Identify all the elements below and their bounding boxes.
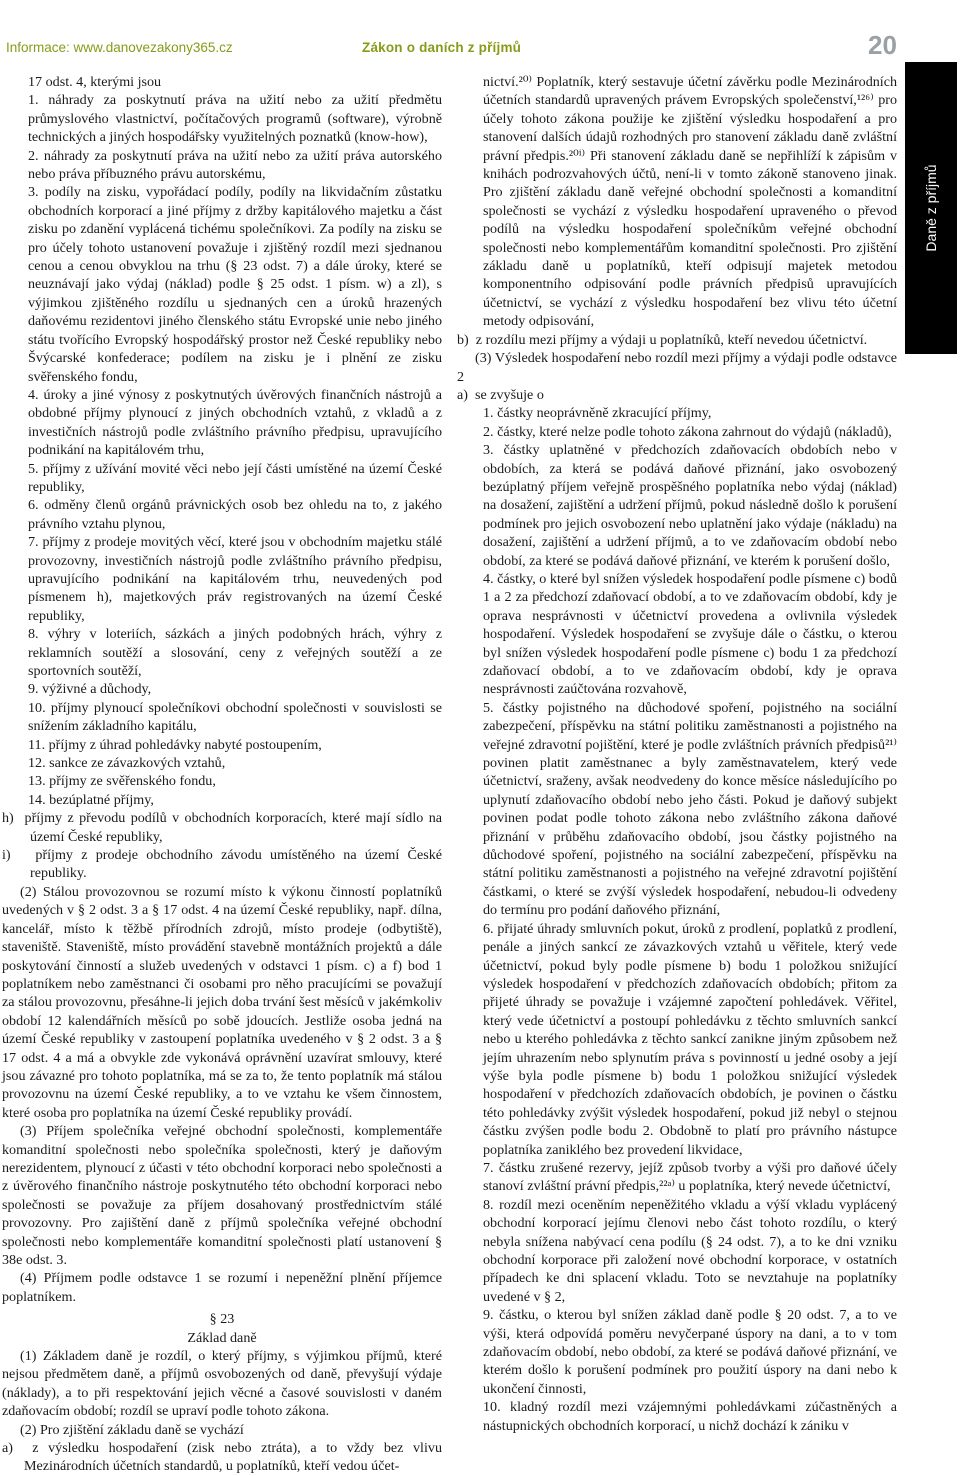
paragraph: 12. sankce ze závazkových vztahů, xyxy=(28,755,226,772)
paragraph: h) příjmy z převodu podílů v obchodních korporacích, které mají sídlo na území České republiky, xyxy=(2,810,442,845)
paragraph: 10. kladný rozdíl mezi vzájemnými pohledávkami zúčastněných a nástupnických obchodních korporací, u nichž dochází k zániku v xyxy=(483,1399,897,1434)
paragraph: 5. příjmy z užívání movité věci nebo její části umístěné na území České republiky, xyxy=(28,460,442,495)
paragraph: (2) Pro zjištění základu daně se vychází xyxy=(20,1421,244,1438)
section-heading: § 23 xyxy=(209,1311,235,1328)
paragraph: 7. příjmy z prodeje movitých věcí, které jsou v obchodním majetku stálé provozovny, investičních nástrojů podle zvláštního právního předpisu, upravujícího podnikání na kapitálovém trhu, neuvedených pod písmenem h), majetkových práv registrovaných na území České republiky, xyxy=(28,534,442,624)
paragraph: 3. částky uplatněné v předchozích zdaňovacích obdobích nebo v obdobích, za která se podává daňové přiznání, jako osvobozený bezúplatný příjem veřejně prospěšného poplatníka nebo výdaj (náklad) na dosažení, zajištění a udržení příjmů, pokud následně došlo k porušení podmínek pro jejich osvobození nebo uplatnění jako výdaje (nákladu) na dosažení, zajištění a udržení příjmů, a to ve zdaňovacím období nebo období, za které se podává daňové přiznání, ve kterém k porušení došlo, xyxy=(483,442,897,569)
page-header xyxy=(0,30,960,62)
paragraph: 1. náhrady za poskytnutí práva na užití nebo za užití předmětu průmyslového vlastnictví, počítačových programů (software), výrobně technických a jiných hospodářsky využitelných poznatků (know-how), xyxy=(28,92,442,146)
paragraph: 2. částky, které nelze podle tohoto zákona zahrnout do výdajů (nákladů), xyxy=(483,423,892,440)
side-tab-label: Daně z příjmů xyxy=(923,164,939,252)
paragraph: 17 odst. 4, kterými jsou xyxy=(28,74,162,90)
source-link[interactable]: Informace: www.danovezakony365.cz xyxy=(6,40,233,55)
paragraph: 14. bezúplatné příjmy, xyxy=(28,791,154,808)
paragraph: 6. přijaté úhrady smluvních pokut, úroků z prodlení, poplatků z prodlení, penále a jiných sankcí ze závazkových vztahů u věřitele, který vede účetnictví, pokud byly podle písmene b) bodu 1 položkou snižující výsledek hospodaření v předchozích zdaňovacích obdobích; přitom za přijeté úhrady se považuje i vzájemné započtení pohledávek. Věřitel, který vede účetnictví a postoupí pohledávku z těchto smluvních sankcí nebo u kterého pohledávka z těchto sankcí zanikne jiným způsobem než jejím uhrazením nebo splynutím práva s povinností u jedné osoby a její výše byla podle písmene b) bodu 1 položkou snižující výsledek hospodaření v předchozích zdaňovacích obdobích, je povinen o částku této pohledávky zvýšit výsledek hospodaření, pokud již nebyl o stejnou částku zvýšen podle bodu 2. Obdobně to platí pro právního nástupce poplatníka zaniklého bez provedení likvidace, xyxy=(483,920,897,1158)
paragraph: (4) Příjmem podle odstavce 1 se rozumí i nepeněžní plnění příjemce poplatníkem. xyxy=(2,1270,442,1305)
paragraph: 4. úroky a jiné výnosy z poskytnutých úvěrových finančních nástrojů a obdobné příjmy plynoucí z jiných obchodních vztahů, z vkladů a z investičních nástrojů podle zvláštního právního předpisu, upravujícího podnikání na kapitálovém trhu, xyxy=(28,386,442,459)
paragraph: i) příjmy z prodeje obchodního závodu umístěného na území České republiky. xyxy=(2,847,442,882)
paragraph: 5. částky pojistného na důchodové spoření, pojistného na sociální zabezpečení, příspěvku na státní politiku zaměstnanosti a pojistného na veřejné zdravotní pojištění, které je podle zvláštních právních předpisů²¹⁾ povinen platit zaměstnanec a byly zaměstnavatelem, který vede účetnictví, sraženy, avšak neodvedeny do konce měsíce následujícího po uplynutí zdaňovacího období nebo jeho části. Pokud je daňový subjekt povinen podat podle tohoto zákona nebo zvláštního zákona daňové přiznání v průběhu zdaňovacího období, jsou částky pojistného na důchodové spoření, pojistného na sociální zabezpečení, příspěvku na státní politiku zaměstnanosti a pojistného na veřejné zdravotní pojištění částkami, o které se zvýší výsledek hospodaření, nebudou-li odvedeny do termínu pro podání daňového přiznání, xyxy=(483,699,897,919)
page-number: 20 xyxy=(868,30,897,60)
paragraph: b) z rozdílu mezi příjmy a výdaji u poplatníků, kteří nevedou účetnictví. xyxy=(457,331,868,348)
paragraph: 6. odměny členů orgánů právnických osob bez ohledu na to, z jakého právního vztahu plynou, xyxy=(28,497,442,532)
paragraph: 8. rozdíl mezi oceněním nepeněžitého vkladu a výší vkladu vyplácený obchodní korporací jejímu členovi nebo část tohoto rozdílu, o který nebyla snížena nabývací cena podílu (§ 24 odst. 7), a to ke dni vzniku obchodní korporace při založení nové obchodní korporace, v ostatních případech ke dni splacení vkladu. Toto se nevztahuje na poplatníky uvedené v § 2, xyxy=(483,1196,897,1305)
paragraph: 2. náhrady za poskytnutí práva na užití nebo za užití práva autorského nebo práva příbuzného právu autorskému, xyxy=(28,147,442,183)
paragraph: 11. příjmy z úhrad pohledávky nabyté postoupením, xyxy=(28,736,322,753)
paragraph: (3) Příjem společníka veřejné obchodní společnosti, komplementáře komanditní společnosti nebo společníka společnosti, který je daňovým nerezidentem, plynoucí z účasti v této obchodní korporaci nebo společnosti a z úvěrového finančního nástroje poskytnutého této obchodní korporaci nebo společnosti se považuje za příjem dosahovaný prostřednictvím stálé provozovny. Pro zajištění daně z příjmů společníka veřejné obchodní společnosti nebo komplementáře komanditní společnosti platí ustanovení § 38e odst. 3. xyxy=(2,1123,442,1268)
left-text-column xyxy=(2,73,442,1476)
section-heading: Základ daně xyxy=(187,1329,257,1346)
paragraph: 3. podíly na zisku, vypořádací podíly, podíly na likvidačním zůstatku obchodních korporací a jiné příjmy z držby kapitálového majetku a část zisku po zdanění vyplácená tichému společníkovi. Za podíly na zisku se pro účely tohoto ustanovení považuje i zjištěný rozdíl mezi sjednanou cenou a cenou obvyklou na trhu (§ 23 odst. 7) a dále úroky, které se neuznávají jako výdaj (náklad) podle § 25 odst. 1 písm. w) a zl), s výjimkou zjištěného rozdílu u sjednaných cen a úroků hrazených daňovému rezidentovi jiného členského státu Evropské unie nebo jiného státu tvořícího Evropský hospodářský prostor než České republiky nebo Švýcarské konfederace; podílem na zisku je i plnění ze zisku svěřenského fondu, xyxy=(28,184,442,385)
paragraph: nictví.²⁰⁾ Poplatník, který sestavuje účetní závěrku podle Mezinárodních účetních standardů upravených právem Evropských společenství,¹²⁶⁾ pro účely tohoto zákona použije ke zjištění výsledku hospodaření a pro stanovení dalších údajů rozhodných pro stanovení základu daně zvláštní právní předpis.²⁰ⁱ⁾ Při stanovení základu daně se nepřihlíží k zápisům v knihách podrozvahových účtů, není-li v tomto zákoně stanoveno jinak. Pro zjištění základu daně veřejné obchodní společnosti a komanditní společnosti se vychází z výsledku hospodaření upraveného o převod podílů na výsledku hospodaření společníkům veřejné obchodní společnosti nebo komplementářům komanditní společnosti. Pro zjištění základu daně u poplatníků, kteří odpisují majetek metodou komponentního odpisování podle právních předpisů upravujících účetnictví, se vychází z výsledku hospodaření bez vlivu této účetní metody odpisování, xyxy=(483,74,897,330)
section-side-tab xyxy=(905,62,957,354)
paragraph: 7. částku zrušené rezervy, jejíž způsob tvorby a výši pro daňové účely stanoví zvláštní právní předpis,²²ᵃ⁾ u poplatníka, který nevede účetnictví, xyxy=(483,1159,897,1195)
paragraph: (1) Základem daně je rozdíl, o který příjmy, s výjimkou příjmů, které nejsou předmětem daně, a příjmů osvobozených od daně, převyšují výdaje (náklady), a to při respektování jejich věcné a časové souvislosti v daném zdaňovacím období; rozdíl se upraví podle tohoto zákona. xyxy=(2,1348,442,1420)
right-text-column xyxy=(457,73,897,1435)
paragraph: 13. příjmy ze svěřenského fondu, xyxy=(28,773,216,790)
paragraph: 10. příjmy plynoucí společníkovi obchodní společnosti v souvislosti se snížením základního kapitálu, xyxy=(28,699,442,735)
paragraph: (2) Stálou provozovnou se rozumí místo k výkonu činností poplatníků uvedených v § 2 odst. 3 a § 17 odst. 4 na území České republiky, např. dílna, kancelář, místo k těžbě přírodních zdrojů, místo prodeje (odbytiště), staveniště. Staveniště, místo provádění stavebně montážních projektů a dále poskytování činností a služeb uvedených v odstavci 1 písm. c) a f) bod 1 poplatníkem nebo zaměstnanci či osobami pro něho pracujícími se považují za stálou provozovnu, přesáhne-li jejich doba trvání šest měsíců v jakémkoliv období 12 kalendářních měsíců po sobě jdoucích. Jestliže osoba jedná na území České republiky v zastoupení poplatníka uvedeného v § 2 odst. 3 a § 17 odst. 4 a má a obvykle zde vykonává oprávnění uzavírat smlouvy, které jsou závazné pro tohoto poplatníka, má se za to, že tento poplatník má stálou provozovnu na území České republiky, a to ve vztahu ke všem činnostem, které osoba pro poplatníka na území České republiky provádí. xyxy=(2,883,442,1121)
paragraph: 8. výhry v loteriích, sázkách a jiných podobných hrách, výhry z reklamních soutěží a slosování, ceny z veřejných soutěží a ze sportovních soutěží, xyxy=(28,626,442,679)
paragraph: 9. částku, o kterou byl snížen základ daně podle § 20 odst. 7, a to ve výši, která odpovídá poměru nevyčerpané úspory na dani, a to v tom zdaňovacím období, nebo období, za které se podává daňové přiznání, ve kterém došlo k porušení podmínek pro použití úspory na dani nebo k ukončení činnosti, xyxy=(483,1307,897,1397)
paragraph: (3) Výsledek hospodaření nebo rozdíl mezi příjmy a výdaji podle odstavce 2 xyxy=(457,350,897,385)
law-title: Zákon o daních z příjmů xyxy=(362,40,522,55)
paragraph: a) z výsledku hospodaření (zisk nebo ztráta), a to vždy bez vlivu Mezinárodních účetních standardů, u poplatníků, kteří vedou účet- xyxy=(2,1440,442,1475)
paragraph: 9. výživné a důchody, xyxy=(28,681,152,698)
paragraph: 1. částky neoprávněně zkracující příjmy, xyxy=(483,405,712,422)
paragraph: a) se zvyšuje o xyxy=(457,386,544,403)
paragraph: 4. částky, o které byl snížen výsledek hospodaření podle písmene c) bodů 1 a 2 za předchozí zdaňovací období, a to ve zdaňovacím období, kdy je oprava nesprávnosti v účetnictví provedena a ovlivnila výsledek hospodaření. Výsledek hospodaření se zvyšuje dále o částku, o kterou byl snížen výsledek hospodaření podle písmene c) bodu 1 za předchozí zdaňovací období, a to ve zdaňovacím období, kdy je oprava nesprávnosti zaúčtována rozvahově, xyxy=(483,570,897,698)
